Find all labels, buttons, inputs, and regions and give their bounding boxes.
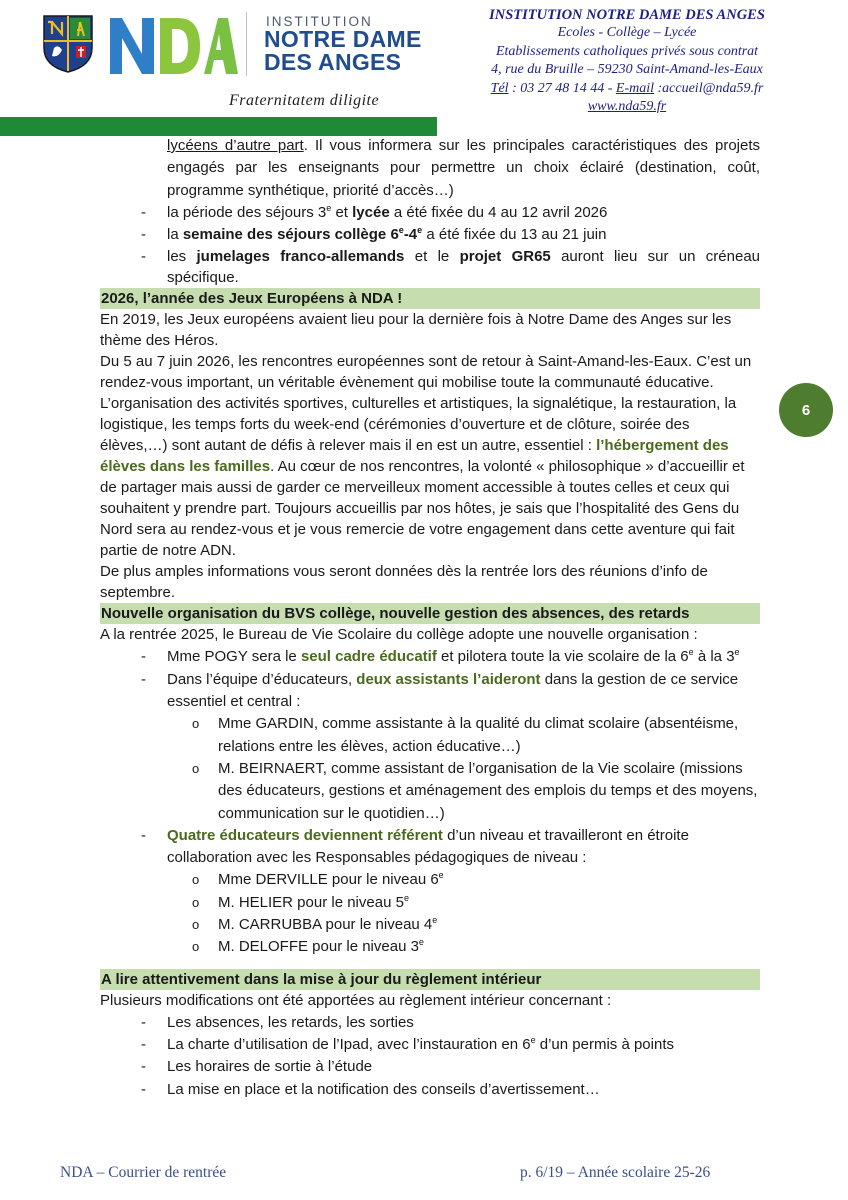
sub-list-item: o Mme GARDIN, comme assistante à la qualité du climat scolaire (absentéisme, relations entre les élèves, action éducative…)	[100, 713, 760, 758]
text: M. CARRUBBA pour le niveau 4	[218, 916, 433, 934]
superscript: e	[403, 892, 409, 903]
text: Mme POGY sera le	[167, 648, 301, 666]
text: . Au cœur de nos rencontres, la volonté « philosophique » d’accueillir et de partager mais aussi de garder ce merveilleux moment accessible à toutes celles et ceux qui souhaitent y prendre part. Toujours accueillis par nos hôtes, je sais que l’hospitalité des Gens du Nord sera au rendez-vous et je vous remercie de votre engagement dans cette aventure qui fait partie de notre ADN.	[100, 458, 745, 560]
list-item	[100, 646, 760, 668]
superscript: e	[417, 225, 423, 236]
section-heading-jeux: 2026, l’année des Jeux Européens à NDA !	[100, 288, 760, 309]
text: Dans l’équipe d’éducateurs,	[167, 670, 357, 688]
text: dans la gestion de ce service essentiel et central :	[167, 670, 739, 711]
superscript: e	[438, 870, 444, 881]
text: et	[331, 203, 353, 221]
bold-text: deux assistants l’aideront	[356, 670, 541, 688]
document-body	[100, 135, 760, 1101]
logo-name-line2: DES ANGES	[264, 49, 402, 75]
text: et pilotera toute la vie scolaire de la 6	[436, 648, 689, 666]
list-item: - Les horaires de sortie à l’étude	[100, 1056, 760, 1078]
bold-text: -4	[403, 226, 418, 244]
list-item	[100, 669, 760, 714]
contact-line-schools: Ecoles - Collège – Lycée	[557, 25, 697, 41]
logo-name-line1: NOTRE DAME	[264, 26, 422, 52]
contact-address: 4, rue du Bruille – 59230 Saint-Amand-les-Eaux	[491, 62, 763, 78]
section-heading-reglement: A lire attentivement dans la mise à jour du règlement intérieur	[100, 969, 760, 990]
superscript: e	[734, 647, 740, 658]
sub-list-item	[100, 869, 760, 891]
footer-right: p. 6/19 – Année scolaire 25-26	[520, 1164, 711, 1181]
bold-text: jumelages franco-allemands	[196, 248, 405, 266]
text: et le	[404, 248, 460, 266]
bold-text: lycée	[352, 203, 390, 221]
section-heading-bvs: Nouvelle organisation du BVS collège, nouvelle gestion des absences, des retards	[100, 603, 760, 624]
list-item	[100, 825, 760, 870]
contact-line-status: Etablissements catholiques privés sous contrat	[495, 43, 759, 59]
contact-phone-email	[462, 80, 792, 98]
text: La charte d’utilisation de l’Ipad, avec l’instauration en 6	[167, 1035, 531, 1053]
bold-text: semaine des séjours collège 6	[182, 226, 399, 244]
text: à la 3	[693, 648, 735, 666]
intro-paragraph	[100, 135, 760, 202]
footer-left: NDA – Courrier de rentrée	[60, 1164, 227, 1181]
text: auront lieu sur un créneau spécifique.	[167, 248, 761, 287]
sub-list-item: o M. BEIRNAERT, comme assistant de l’organisation de la Vie scolaire (missions des éducateurs, gestions et aménagement des emplois du temps et des moyens, communication sur le quotidien…)	[100, 758, 760, 825]
list-item: - Les absences, les retards, les sorties	[100, 1012, 760, 1034]
text: la	[167, 226, 183, 244]
bold-text: projet GR65	[459, 248, 551, 266]
intro-link-text: lycéens d’autre part	[167, 137, 304, 154]
superscript: e	[418, 937, 424, 948]
email-link[interactable]: E-mail	[615, 80, 654, 96]
text: M. DELOFFE pour le niveau 3	[218, 938, 419, 956]
sub-list-item	[100, 892, 760, 914]
text: Mme DERVILLE pour le niveau 6	[218, 871, 439, 889]
list-item: - La mise en place et la notification des conseils d’avertissement…	[100, 1079, 760, 1101]
superscript: e	[398, 225, 404, 236]
bold-text: Quatre éducateurs deviennent référent	[167, 826, 443, 844]
superscript: e	[530, 1034, 536, 1045]
school-crest-logo	[42, 14, 94, 74]
list-item	[100, 202, 760, 224]
paragraph: De plus amples informations vous seront données dès la rentrée lors des réunions d’info de septembre.	[100, 563, 708, 602]
motto: Fraternitatem diligite	[229, 92, 380, 109]
intro-rest: . Il vous informera sur les principales caractéristiques des projets engagés par les enseignants pour permettre un choix éclairé (destination, coût, programme synthétique, priorité d’accès…)	[167, 137, 761, 199]
page-number-badge: 6	[779, 383, 833, 437]
logo-separator	[246, 12, 247, 76]
text: a été fixée du 13 au 21 juin	[422, 226, 607, 244]
email-value: :accueil@nda59.fr	[654, 80, 764, 96]
paragraph: En 2019, les Jeux européens avaient lieu pour la dernière fois à Notre Dame des Anges sur les thème des Héros.	[100, 311, 732, 350]
nda-logo	[108, 14, 238, 76]
superscript: e	[432, 915, 438, 926]
list-item	[100, 224, 760, 246]
tel-value: : 03 27 48 14 44 -	[508, 80, 616, 96]
text: d’un niveau et travailleront en étroite collaboration avec les Responsables pédagogiques de niveau :	[167, 826, 689, 867]
contact-institution-name: INSTITUTION NOTRE DAME DES ANGES	[489, 7, 765, 23]
text: L’organisation des activités sportives, culturelles et artistiques, la signalétique, la restauration, la logistique, les temps forts du week-end (cérémonies d’ouverture et de clôture, soirée des élèves,…) sont autant de défis à relever mais il en est un autre, essentiel :	[100, 395, 737, 455]
paragraph: A la rentrée 2025, le Bureau de Vie Scolaire du collège adopte une nouvelle organisation :	[100, 626, 698, 644]
text: les	[167, 248, 197, 266]
sub-list-item	[100, 914, 760, 936]
bold-text: l’hébergement des élèves dans les familles	[100, 437, 729, 476]
text: M. HELIER pour le niveau 5	[218, 893, 404, 911]
header-green-bar	[0, 117, 437, 136]
tel-label: Tél	[490, 80, 509, 96]
superscript: e	[326, 202, 332, 213]
logo-institution-label: INSTITUTION	[266, 14, 373, 29]
text: a été fixée du 4 au 12 avril 2026	[389, 203, 608, 221]
paragraph: Plusieurs modifications ont été apportées au règlement intérieur concernant :	[100, 991, 612, 1009]
list-item	[100, 246, 760, 288]
bold-text: seul cadre éducatif	[300, 648, 437, 666]
website-link[interactable]: www.nda59.fr	[587, 99, 667, 115]
text: la période des séjours 3	[167, 203, 327, 221]
paragraph	[100, 393, 760, 561]
superscript: e	[688, 647, 694, 658]
list-item	[100, 1034, 760, 1056]
paragraph: Du 5 au 7 juin 2026, les rencontres européennes sont de retour à Saint-Amand-les-Eaux. C’est un rendez-vous important, un véritable évènement qui mobilise toute la communauté éducative.	[100, 353, 752, 392]
contact-block	[462, 6, 792, 116]
logo-institution-name	[264, 28, 422, 74]
text: d’un permis à points	[535, 1035, 674, 1053]
sub-list-item	[100, 936, 760, 958]
